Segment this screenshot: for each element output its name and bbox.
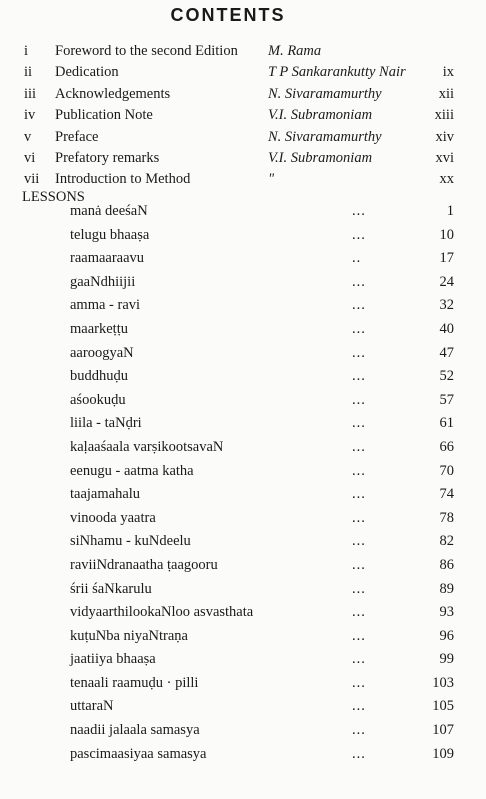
front-matter-page: xiv	[435, 128, 454, 145]
lessons-heading: LESSONS	[22, 189, 85, 205]
front-matter-row	[0, 43, 486, 64]
front-matter-title: Publication Note	[55, 107, 153, 124]
lesson-title: kaḷaaśaala varṣikootsavaN	[70, 438, 224, 455]
lesson-page: 66	[439, 438, 454, 455]
lesson-row	[0, 345, 486, 369]
lesson-page: 107	[432, 722, 454, 739]
lesson-row	[0, 392, 486, 416]
front-matter-author: "	[268, 171, 275, 188]
lesson-title: amma - ravi	[70, 297, 141, 314]
front-matter-number: vi	[24, 149, 36, 166]
lesson-page: 70	[439, 462, 454, 479]
lesson-page: 40	[439, 320, 454, 337]
lesson-leader-dots: ...	[352, 297, 366, 314]
lesson-row	[0, 368, 486, 392]
lesson-title: taajamahalu	[70, 486, 141, 503]
front-matter-row	[0, 150, 486, 171]
lesson-page: 47	[439, 344, 454, 361]
lesson-title: aaroogyaN	[70, 344, 134, 361]
lesson-page: 10	[439, 226, 454, 243]
lesson-title: pascimaasiyaa samasya	[70, 745, 207, 762]
lesson-leader-dots: ...	[352, 415, 366, 432]
front-matter-page: xii	[438, 85, 454, 102]
lesson-title: manȧ deeśaN	[70, 203, 148, 219]
lesson-row	[0, 321, 486, 345]
front-matter-author: N. Sivaramamurthy	[268, 85, 382, 102]
lesson-row	[0, 274, 486, 298]
front-matter-title: Introduction to Method	[55, 171, 191, 188]
lesson-title: liila - taNḍri	[70, 415, 142, 432]
lesson-leader-dots: ...	[352, 604, 366, 621]
lesson-page: 52	[439, 368, 454, 385]
lesson-row	[0, 203, 486, 227]
lesson-row	[0, 227, 486, 251]
front-matter-list	[0, 43, 486, 193]
lesson-page: 99	[439, 651, 454, 668]
lesson-leader-dots: ...	[352, 651, 366, 668]
lessons-list	[0, 203, 486, 769]
lesson-page: 105	[432, 698, 454, 715]
lesson-leader-dots: ...	[352, 203, 366, 219]
lesson-leader-dots: ...	[352, 320, 366, 337]
lesson-row	[0, 486, 486, 510]
front-matter-page: ix	[442, 64, 454, 81]
lesson-page: 93	[439, 604, 454, 621]
lesson-row	[0, 510, 486, 534]
lesson-title: siNhamu - kuNdeelu	[70, 533, 191, 550]
lesson-row	[0, 628, 486, 652]
lesson-leader-dots: ...	[352, 368, 366, 385]
lesson-row	[0, 675, 486, 699]
lesson-leader-dots: ...	[352, 627, 366, 644]
lesson-page: 82	[439, 533, 454, 550]
lesson-leader-dots: ...	[352, 438, 366, 455]
lesson-row	[0, 698, 486, 722]
front-matter-row	[0, 64, 486, 85]
lesson-leader-dots: ..	[352, 250, 362, 267]
lesson-title: kuṭuNba niyaNtraṇa	[70, 627, 188, 644]
lesson-title: tenaali raamuḍu · pilli	[70, 674, 199, 691]
lesson-page: 109	[432, 745, 454, 762]
front-matter-title: Dedication	[55, 64, 119, 81]
lesson-page: 78	[439, 509, 454, 526]
lesson-page: 32	[439, 297, 454, 314]
lesson-leader-dots: ...	[352, 745, 366, 762]
lesson-title: śrii śaNkarulu	[70, 580, 152, 597]
page-title: CONTENTS	[170, 5, 286, 25]
lesson-title: jaatiiya bhaaṣa	[70, 651, 156, 668]
front-matter-title: Prefatory remarks	[55, 149, 160, 166]
front-matter-author: M. Rama	[268, 43, 322, 59]
lesson-page: 96	[439, 627, 454, 644]
lesson-page: 61	[439, 415, 454, 432]
lesson-row	[0, 463, 486, 487]
front-matter-number: iii	[24, 85, 37, 102]
lesson-page: 57	[439, 391, 454, 408]
front-matter-page: xvi	[435, 149, 454, 166]
lesson-row	[0, 415, 486, 439]
lesson-title: vinooda yaatra	[70, 509, 156, 526]
front-matter-row	[0, 107, 486, 128]
lesson-title: buddhuḍu	[70, 368, 128, 385]
front-matter-number: vii	[24, 171, 40, 188]
front-matter-number: iv	[24, 107, 36, 124]
front-matter-author: V.I. Subramoniam	[268, 107, 373, 124]
front-matter-row	[0, 86, 486, 107]
front-matter-number: v	[24, 128, 32, 145]
lesson-page: 86	[439, 556, 454, 573]
lesson-row	[0, 651, 486, 675]
front-matter-title: Acknowledgements	[55, 85, 171, 102]
lesson-row	[0, 250, 486, 274]
lesson-page: 103	[432, 674, 454, 691]
lesson-title: vidyaarthilookaNloo asvasthata	[70, 604, 254, 621]
front-matter-row	[0, 129, 486, 150]
front-matter-page: xx	[439, 171, 454, 188]
lesson-leader-dots: ...	[352, 580, 366, 597]
lesson-title: eenugu - aatma katha	[70, 462, 194, 479]
lesson-title: telugu bhaaṣa	[70, 226, 150, 243]
lesson-leader-dots: ...	[352, 486, 366, 503]
lesson-page: 74	[439, 486, 454, 503]
lesson-title: raamaaraavu	[70, 250, 145, 267]
lesson-page: 89	[439, 580, 454, 597]
front-matter-title: Foreword to the second Edition	[55, 43, 238, 59]
lesson-row	[0, 297, 486, 321]
front-matter-title: Preface	[55, 128, 99, 145]
lesson-leader-dots: ...	[352, 391, 366, 408]
lesson-leader-dots: ...	[352, 509, 366, 526]
lesson-row	[0, 557, 486, 581]
lesson-row	[0, 581, 486, 605]
lesson-leader-dots: ...	[352, 556, 366, 573]
lesson-row	[0, 604, 486, 628]
lesson-leader-dots: ...	[352, 533, 366, 550]
front-matter-author: N. Sivaramamurthy	[268, 128, 382, 145]
lesson-row	[0, 722, 486, 746]
lesson-title: maarkeṭṭu	[70, 320, 128, 337]
lesson-page: 24	[439, 273, 454, 290]
lesson-row	[0, 439, 486, 463]
lesson-leader-dots: ...	[352, 674, 366, 691]
lesson-row	[0, 533, 486, 557]
front-matter-number: i	[24, 43, 29, 59]
lesson-title: naadii jalaala samasya	[70, 722, 200, 739]
lesson-leader-dots: ...	[352, 226, 366, 243]
lesson-title: raviiNdranaatha ṭaagooru	[70, 556, 218, 573]
lesson-title: uttaraN	[70, 698, 114, 715]
lesson-leader-dots: ...	[352, 698, 366, 715]
lesson-page: 17	[439, 250, 454, 267]
lesson-page: 1	[446, 203, 454, 219]
lesson-title: aśookuḍu	[70, 391, 126, 408]
front-matter-author: T P Sankarankutty Nair	[268, 64, 406, 81]
lesson-leader-dots: ...	[352, 273, 366, 290]
lesson-title: gaaNdhiijii	[70, 273, 136, 290]
lesson-leader-dots: ...	[352, 462, 366, 479]
lesson-row	[0, 746, 486, 770]
lesson-leader-dots: ...	[352, 344, 366, 361]
lesson-leader-dots: ...	[352, 722, 366, 739]
front-matter-page: xiii	[434, 107, 454, 124]
front-matter-number: ii	[24, 64, 33, 81]
front-matter-author: V.I. Subramoniam	[268, 149, 373, 166]
